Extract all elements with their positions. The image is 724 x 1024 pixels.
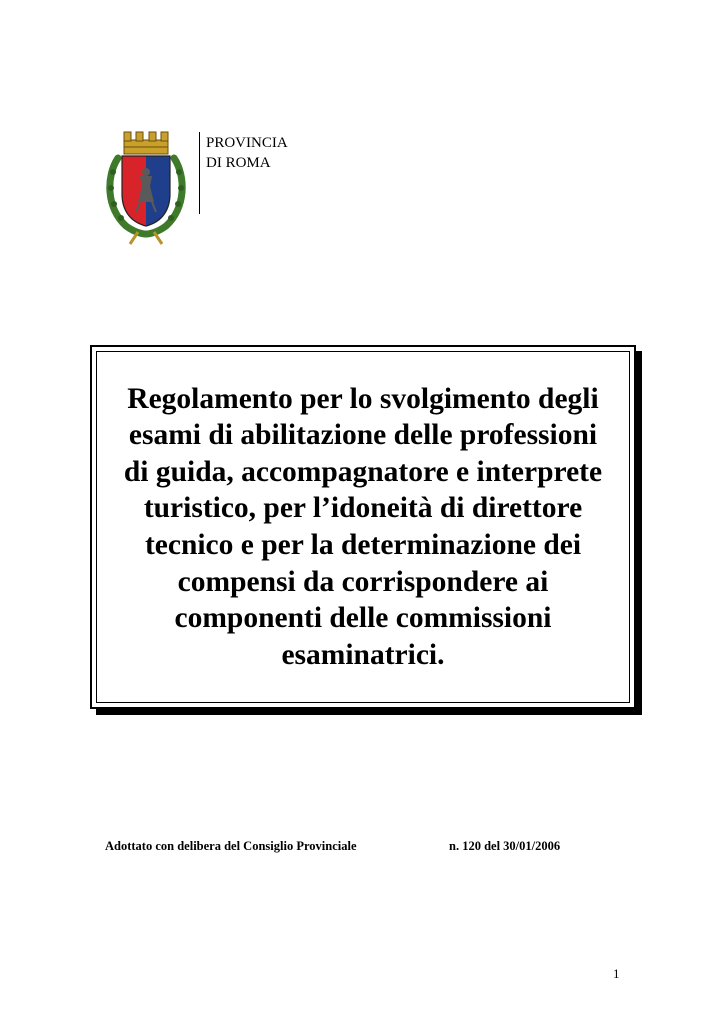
title-line: turistico, per l’idoneità di direttore <box>143 492 583 525</box>
adoption-statement: Adottato con delibera del Consiglio Provinciale <box>105 839 357 853</box>
title-line: esaminatrici. <box>281 638 445 671</box>
title-line: componenti delle commissioni <box>174 602 552 635</box>
organization-name <box>206 133 288 173</box>
title-line: esami di abilitazione delle professioni <box>128 419 598 452</box>
title-box-inner-border <box>96 351 630 703</box>
title-line: tecnico e per la determinazione dei <box>144 529 582 561</box>
title-line: di guida, accompagnatore e interprete <box>123 455 603 488</box>
coat-of-arms-icon <box>104 128 188 246</box>
title-line: compensi da corrispondere ai <box>177 565 549 598</box>
document-title <box>116 381 610 674</box>
page-number: 1 <box>613 966 620 981</box>
title-box <box>90 345 636 709</box>
organization-line-1: PROVINCIA <box>206 135 288 151</box>
organization-line-2: DI ROMA <box>206 155 271 171</box>
title-line: Regolamento per lo svolgimento degli <box>127 382 599 415</box>
header-divider <box>199 132 200 214</box>
adoption-reference: n. 120 del 30/01/2006 <box>449 839 561 853</box>
